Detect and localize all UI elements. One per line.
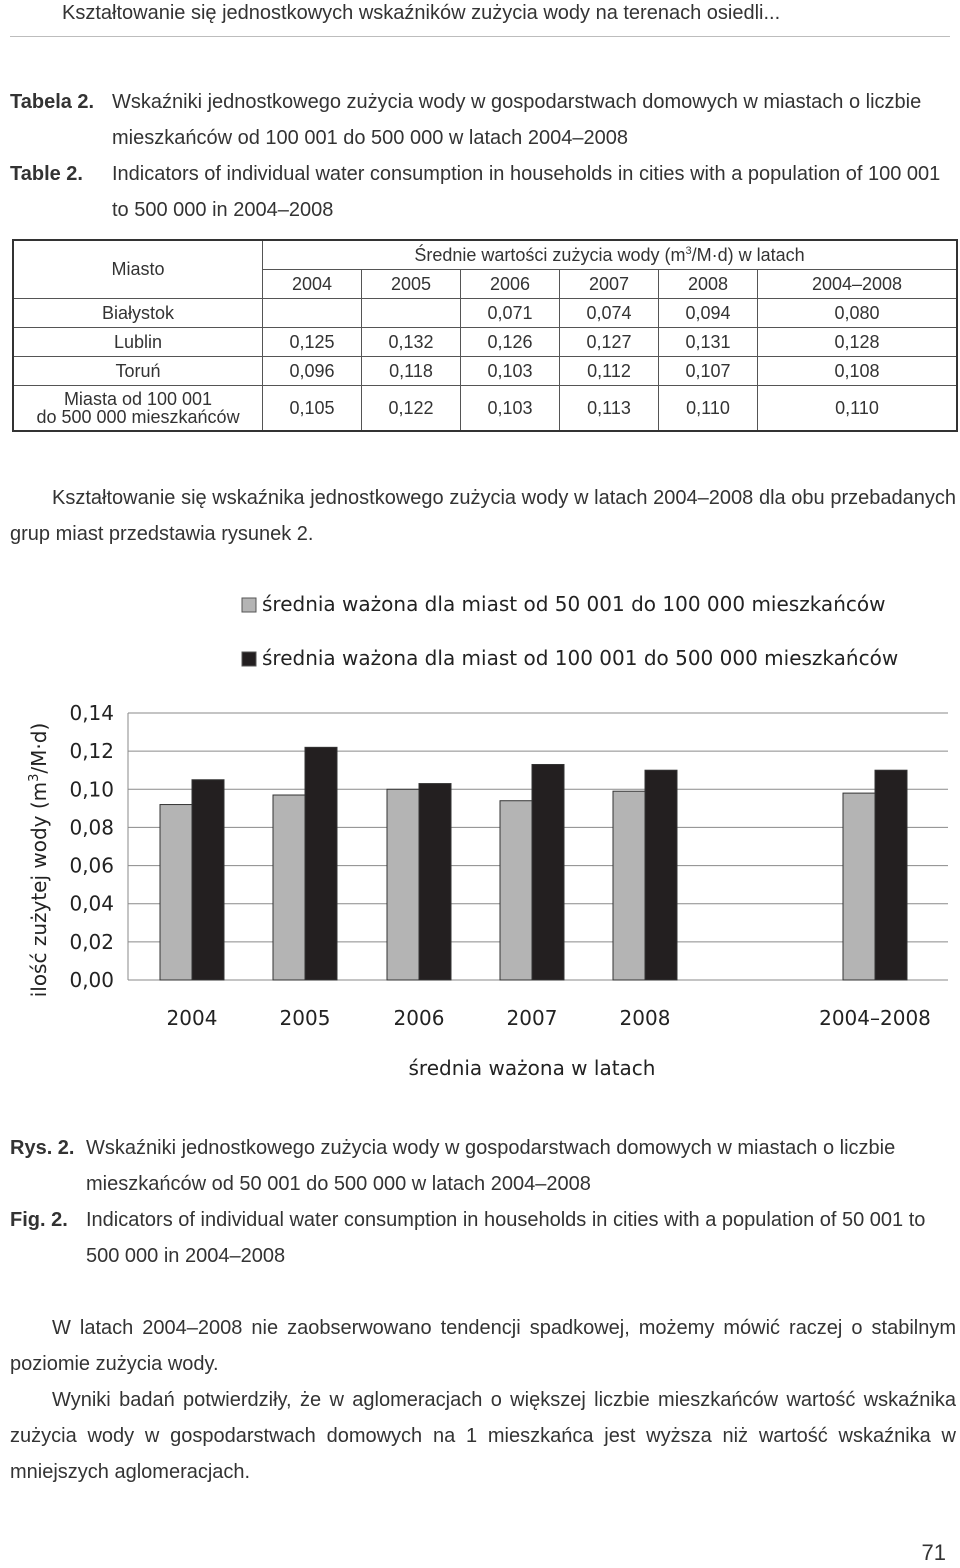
value-cell: 0,096 — [263, 357, 362, 386]
value-cell: 0,094 — [659, 299, 758, 328]
table-row — [13, 299, 957, 328]
value-cell: 0,125 — [263, 328, 362, 357]
x-tick-label: 2005 — [279, 1006, 331, 1030]
value-cell: 0,071 — [461, 299, 560, 328]
bar-small-cities — [613, 791, 645, 980]
table-row — [13, 357, 957, 386]
paragraph-conclusion: Wyniki badań potwierdziły, że w aglomeracjach o większej liczbie mieszkańców wartość wskaźnika zużycia wody w gospodarstwach domowych na 1 mieszkańca jest wyższa niż wartość wskaźnika w mniejszych aglomeracjach. — [10, 1389, 956, 1483]
y-axis-label — [27, 723, 51, 998]
value-cell: 0,103 — [461, 357, 560, 386]
table-caption-pl-text: Wskaźniki jednostkowego zużycia wody w gospodarstwach domowych w miastach o liczbie mieszkańców od 100 001 do 500 000 w latach 2004–2008 — [112, 91, 922, 149]
y-tick-label: 0,12 — [69, 739, 114, 764]
group-header-suffix: /M·d) w latach — [691, 244, 805, 265]
legend-label: średnia ważona dla miast od 100 001 do 500 000 mieszkańców — [262, 646, 899, 670]
running-header: Kształtowanie się jednostkowych wskaźników zużycia wody na terenach osiedli... — [62, 2, 781, 24]
y-tick-label: 0,02 — [69, 929, 114, 954]
table-caption-en-text: Indicators of individual water consumption in households in cities with a population of 100 001 to 500 000 in 2004–2008 — [112, 163, 941, 221]
summary-city-cell — [13, 386, 263, 432]
value-cell: 0,127 — [560, 328, 659, 357]
city-cell: Toruń — [13, 357, 263, 386]
value-cell: 0,112 — [560, 357, 659, 386]
table-caption-en-label: Table 2. — [10, 163, 83, 185]
summary-value-cell: 0,110 — [758, 386, 958, 432]
y-axis-label-prefix: ilość zużytej wody (m — [27, 781, 51, 998]
value-cell: 0,074 — [560, 299, 659, 328]
group-header-prefix: Średnie wartości zużycia wody (m — [414, 244, 686, 265]
bar-small-cities — [500, 801, 532, 980]
y-tick-label: 0,06 — [69, 853, 114, 878]
bar-large-cities — [875, 770, 907, 980]
table-caption-en — [10, 156, 960, 228]
bar-small-cities — [273, 795, 305, 980]
summary-value-cell: 0,110 — [659, 386, 758, 432]
page-number: 71 — [921, 1540, 946, 1565]
table-summary-row — [13, 386, 957, 432]
bar-small-cities — [843, 793, 875, 980]
city-cell: Białystok — [13, 299, 263, 328]
bar-large-cities — [419, 784, 451, 980]
table-caption-pl-label: Tabela 2. — [10, 91, 95, 113]
value-cell: 0,128 — [758, 328, 958, 357]
x-tick-label: 2004–2008 — [819, 1006, 931, 1030]
bar-chart — [0, 580, 960, 1100]
value-cell: 0,131 — [659, 328, 758, 357]
legend-swatch — [242, 652, 256, 666]
value-cell — [263, 299, 362, 328]
figure-caption-pl-label: Rys. 2. — [10, 1137, 75, 1159]
y-tick-label: 0,10 — [69, 777, 114, 802]
legend-swatch — [242, 598, 256, 612]
figure-caption-pl — [10, 1130, 960, 1202]
value-cell: 0,080 — [758, 299, 958, 328]
y-axis-ticks — [69, 701, 114, 992]
value-cell: 0,126 — [461, 328, 560, 357]
paragraph-intro-figure: Kształtowanie się wskaźnika jednostkowego zużycia wody w latach 2004–2008 dla obu przebadanych grup miast przedstawia rysunek 2. — [10, 487, 956, 545]
y-tick-label: 0,08 — [69, 815, 114, 840]
year-header: 2008 — [659, 270, 758, 299]
x-tick-label: 2008 — [619, 1006, 671, 1030]
group-header-sup: 3 — [685, 244, 692, 257]
x-tick-label: 2007 — [506, 1006, 558, 1030]
summary-value-cell: 0,122 — [362, 386, 461, 432]
summary-value-cell: 0,103 — [461, 386, 560, 432]
value-cell — [362, 299, 461, 328]
y-tick-label: 0,14 — [69, 701, 114, 725]
paragraph-trend: W latach 2004–2008 nie zaobserwowano tendencji spadkowej, możemy mówić raczej o stabilnym poziomie zużycia wody. — [10, 1317, 956, 1375]
chart-bars — [160, 747, 907, 980]
year-header: 2005 — [362, 270, 461, 299]
year-header: 2004 — [263, 270, 362, 299]
x-axis-ticks — [167, 1006, 931, 1030]
figure-caption-en — [10, 1202, 960, 1274]
year-header: 2006 — [461, 270, 560, 299]
summary-city-line1: Miasta od 100 001 — [63, 389, 213, 409]
column-group-header — [263, 240, 958, 270]
table-row — [13, 328, 957, 357]
figure-caption-en-text: Indicators of individual water consumption in households in cities with a population of 50 001 to 500 000 in 2004–2008 — [86, 1209, 926, 1267]
y-tick-label: 0,04 — [69, 891, 114, 916]
water-consumption-table — [12, 239, 958, 432]
y-tick-label: 0,00 — [69, 968, 114, 992]
bar-large-cities — [305, 747, 337, 980]
x-tick-label: 2006 — [393, 1006, 445, 1030]
x-tick-label: 2004 — [166, 1006, 218, 1030]
bar-large-cities — [192, 780, 224, 980]
chart-legend — [242, 592, 898, 670]
value-cell: 0,108 — [758, 357, 958, 386]
year-header: 2004–2008 — [758, 270, 958, 299]
legend-label: średnia ważona dla miast od 50 001 do 100 000 mieszkańców — [262, 592, 886, 616]
y-axis-label-suffix: /M·d) — [27, 722, 51, 774]
table-caption-pl — [10, 84, 960, 156]
figure-caption-en-label: Fig. 2. — [10, 1209, 68, 1231]
bar-small-cities — [387, 789, 419, 980]
value-cell: 0,132 — [362, 328, 461, 357]
city-cell: Lublin — [13, 328, 263, 357]
bar-large-cities — [645, 770, 677, 980]
year-header: 2007 — [560, 270, 659, 299]
value-cell: 0,118 — [362, 357, 461, 386]
summary-value-cell: 0,105 — [263, 386, 362, 432]
y-axis-label-sup: 3 — [27, 773, 42, 782]
header-rule — [10, 36, 950, 37]
x-axis-label: średnia ważona w latach — [408, 1056, 656, 1080]
value-cell: 0,107 — [659, 357, 758, 386]
figure-caption-pl-text: Wskaźniki jednostkowego zużycia wody w gospodarstwach domowych w miastach o liczbie mieszkańców od 50 001 do 500 000 w latach 2004–2008 — [86, 1137, 896, 1195]
summary-value-cell: 0,113 — [560, 386, 659, 432]
table-header-row — [13, 240, 957, 270]
bar-large-cities — [532, 764, 564, 980]
summary-city-line2: do 500 000 mieszkańców — [36, 407, 240, 427]
bar-small-cities — [160, 805, 192, 980]
column-header-miasto: Miasto — [13, 240, 263, 299]
